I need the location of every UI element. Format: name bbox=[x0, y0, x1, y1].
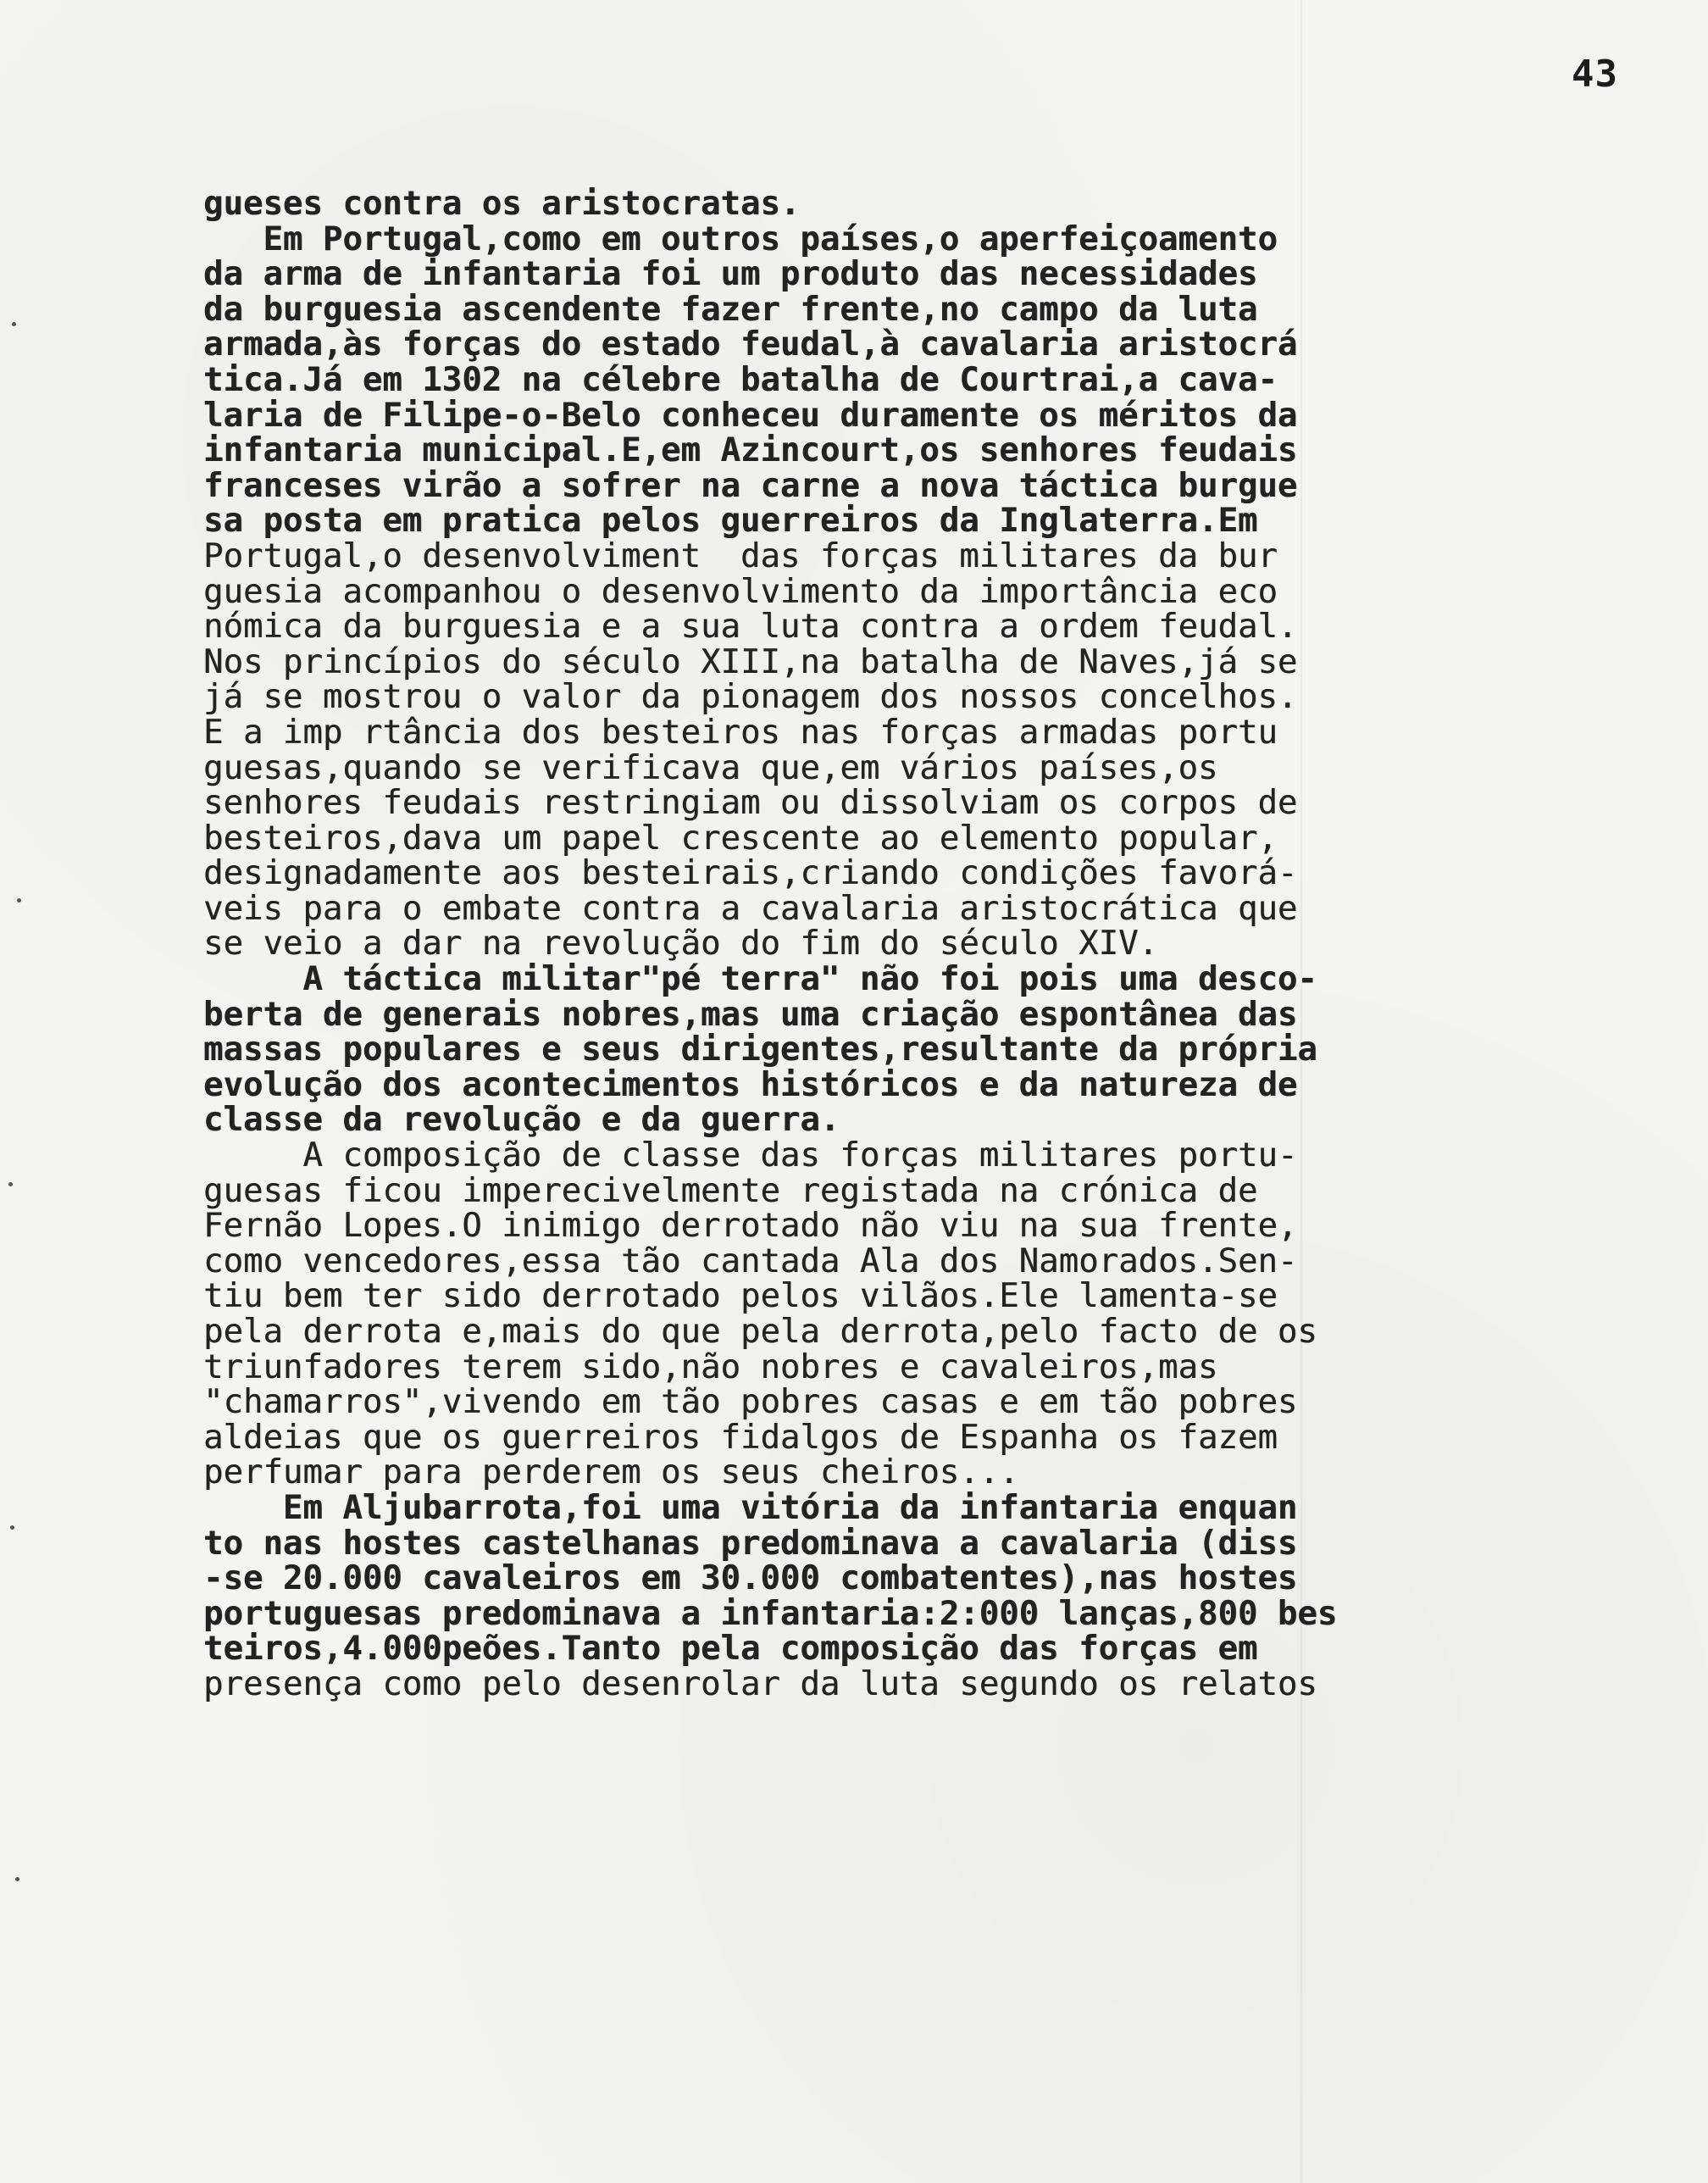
text-line: classe da revolução e da guerra. bbox=[203, 1101, 840, 1140]
text-line: veis para o embate contra a cavalaria aristocrática que bbox=[203, 889, 1298, 928]
margin-mark bbox=[10, 1525, 14, 1530]
text-line: tiu bem ter sido derrotado pelos vilãos.Ele lamenta-se bbox=[203, 1277, 1278, 1316]
text-line: guesia acompanhou o desenvolvimento da importância eco bbox=[203, 572, 1278, 611]
text-line: gueses contra os aristocratas. bbox=[203, 185, 801, 223]
text-line: massas populares e seus dirigentes,resultante da própria bbox=[203, 1030, 1317, 1069]
text-line: tica.Já em 1302 na célebre batalha de Courtrai,a cava- bbox=[203, 360, 1278, 399]
text-line: besteiros,dava um papel crescente ao elemento popular, bbox=[203, 819, 1278, 858]
text-line: Portugal,o desenvolviment das forças militares da bur bbox=[203, 536, 1278, 575]
text-line: guesas ficou imperecivelmente registada na crónica de bbox=[203, 1171, 1258, 1210]
text-line: se veio a dar na revolução do fim do século XIV. bbox=[203, 925, 1159, 964]
text-line: da burguesia ascendente fazer frente,no campo da luta bbox=[203, 290, 1258, 329]
text-line: Em Portugal,como em outros países,o aperfeiçoamento bbox=[203, 219, 1278, 258]
text-line: "chamarros",vivendo em tão pobres casas e em tão pobres bbox=[203, 1383, 1298, 1422]
text-line: perfumar para perderem os seus cheiros... bbox=[203, 1453, 1019, 1492]
text-line: berta de generais nobres,mas uma criação espontânea das bbox=[203, 995, 1298, 1034]
text-line: Fernão Lopes.O inimigo derrotado não viu na sua frente, bbox=[203, 1207, 1298, 1246]
text-line: armada,às forças do estado feudal,à cavalaria aristocrá bbox=[203, 325, 1298, 364]
text-line: nómica da burguesia e a sua luta contra a ordem feudal. bbox=[203, 608, 1298, 647]
page-number: 43 bbox=[1572, 53, 1618, 96]
margin-mark bbox=[15, 1877, 19, 1881]
text-line: laria de Filipe-o-Belo conheceu duramente os méritos da bbox=[203, 396, 1298, 435]
text-line: Nos princípios do século XIII,na batalha de Naves,já se bbox=[203, 642, 1298, 681]
text-line: designadamente aos besteirais,criando condições favorá- bbox=[203, 854, 1298, 893]
text-line: senhores feudais restringiam ou dissolviam os corpos de bbox=[203, 784, 1298, 823]
margin-mark bbox=[17, 898, 21, 903]
margin-mark bbox=[12, 322, 16, 326]
text-line: da arma de infantaria foi um produto das necessidades bbox=[203, 255, 1258, 294]
text-line: A táctica militar"pé terra" não foi pois uma desco- bbox=[203, 960, 1317, 999]
text-line: já se mostrou o valor da pionagem dos nossos concelhos. bbox=[203, 678, 1298, 717]
text-line: aldeias que os guerreiros fidalgos de Espanha os fazem bbox=[203, 1418, 1278, 1457]
text-line: to nas hostes castelhanas predominava a cavalaria (diss bbox=[203, 1524, 1298, 1563]
text-line: A composição de classe das forças militares portu- bbox=[203, 1136, 1298, 1175]
typewritten-text-body bbox=[203, 186, 1644, 1703]
text-line: presença como pelo desenrolar da luta segundo os relatos bbox=[203, 1664, 1317, 1703]
text-line: como vencedores,essa tão cantada Ala dos Namorados.Sen- bbox=[203, 1241, 1298, 1280]
text-line: E a imp rtância dos besteiros nas forças armadas portu bbox=[203, 713, 1278, 752]
text-line: guesas,quando se verificava que,em vários países,os bbox=[203, 748, 1218, 787]
text-line: franceses virão a sofrer na carne a nova táctica burgue bbox=[203, 466, 1298, 505]
text-line: teiros,4.000peões.Tanto pela composição das forças em bbox=[203, 1630, 1258, 1669]
text-line: Em Aljubarrota,foi uma vitória da infantaria enquan bbox=[203, 1488, 1298, 1527]
text-line: triunfadores terem sido,não nobres e cavaleiros,mas bbox=[203, 1347, 1218, 1386]
text-line: portuguesas predominava a infantaria:2:000 lanças,800 bes bbox=[203, 1594, 1338, 1633]
text-line: evolução dos acontecimentos históricos e da natureza de bbox=[203, 1065, 1298, 1104]
text-line: pela derrota e,mais do que pela derrota,pelo facto de os bbox=[203, 1313, 1317, 1351]
text-line: sa posta em pratica pelos guerreiros da Inglaterra.Em bbox=[203, 502, 1258, 541]
margin-mark bbox=[8, 1182, 13, 1186]
text-line: infantaria municipal.E,em Azincourt,os senhores feudais bbox=[203, 431, 1298, 470]
text-line: -se 20.000 cavaleiros em 30.000 combatentes),nas hostes bbox=[203, 1559, 1298, 1598]
